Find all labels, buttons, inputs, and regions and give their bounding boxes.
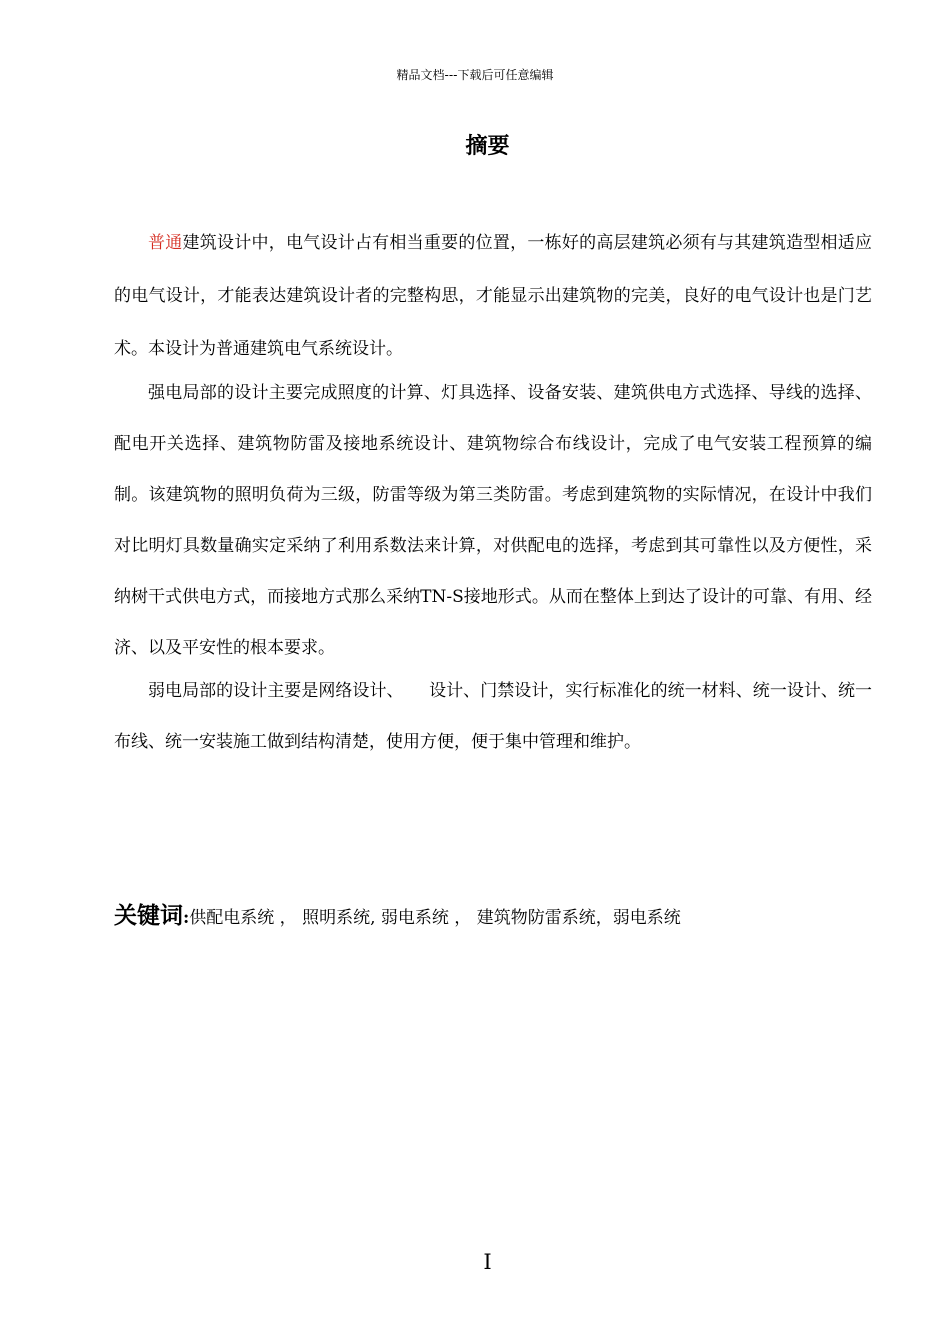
keywords-line bbox=[114, 898, 874, 936]
keywords-text: 供配电系统 ， 照明系统, 弱电系统 ， 建筑物防雷系统，弱电系统 bbox=[189, 908, 681, 928]
highlighted-word: 普通 bbox=[148, 233, 183, 253]
abstract-title: 摘要 bbox=[465, 134, 510, 159]
paragraph-intro bbox=[114, 217, 872, 376]
keywords-label: 关键词 bbox=[114, 903, 183, 929]
paragraph-intro-text: 建筑设计中，电气设计占有相当重要的位置，一栋好的高层建筑必须有与其建筑造型相适应的电气设计，才能表达建筑设计者的完整构思，才能显示出建筑物的完美，良好的电气设计也是门艺术。本设计为普通建筑电气系统设计。 bbox=[114, 233, 873, 359]
paragraph-weak-current: 弱电局部的设计主要是网络设计、 设计、门禁设计，实行标准化的统一材料、统一设计、统一布线、统一安装施工做到结构清楚，使用方便，便于集中管理和维护。 bbox=[114, 681, 872, 752]
paragraph-strong-current: 强电局部的设计主要完成照度的计算、灯具选择、设备安装、建筑供电方式选择、导线的选择、配电开关选择、建筑物防雷及接地系统设计、建筑物综合布线设计，完成了电气安装工程预算的编制。该建筑物的照明负荷为三级，防雷等级为第三类防雷。考虑到建筑物的实际情况，在设计中我们对比明灯具数量确实定采纳了利用系数法来计算，对供配电的选择，考虑到其可靠性以及方便性，采纳树干式供电方式，而接地方式那么采纳TN-S接地形式。从而在整体上到达了设计的可靠、有用、经济、以及平安性的根本要求。 bbox=[114, 383, 872, 658]
keywords-colon: : bbox=[183, 908, 190, 928]
abstract-body bbox=[114, 217, 872, 767]
page-number: I bbox=[483, 1250, 492, 1274]
page-header: 精品文档---下载后可任意编辑 bbox=[396, 68, 554, 82]
